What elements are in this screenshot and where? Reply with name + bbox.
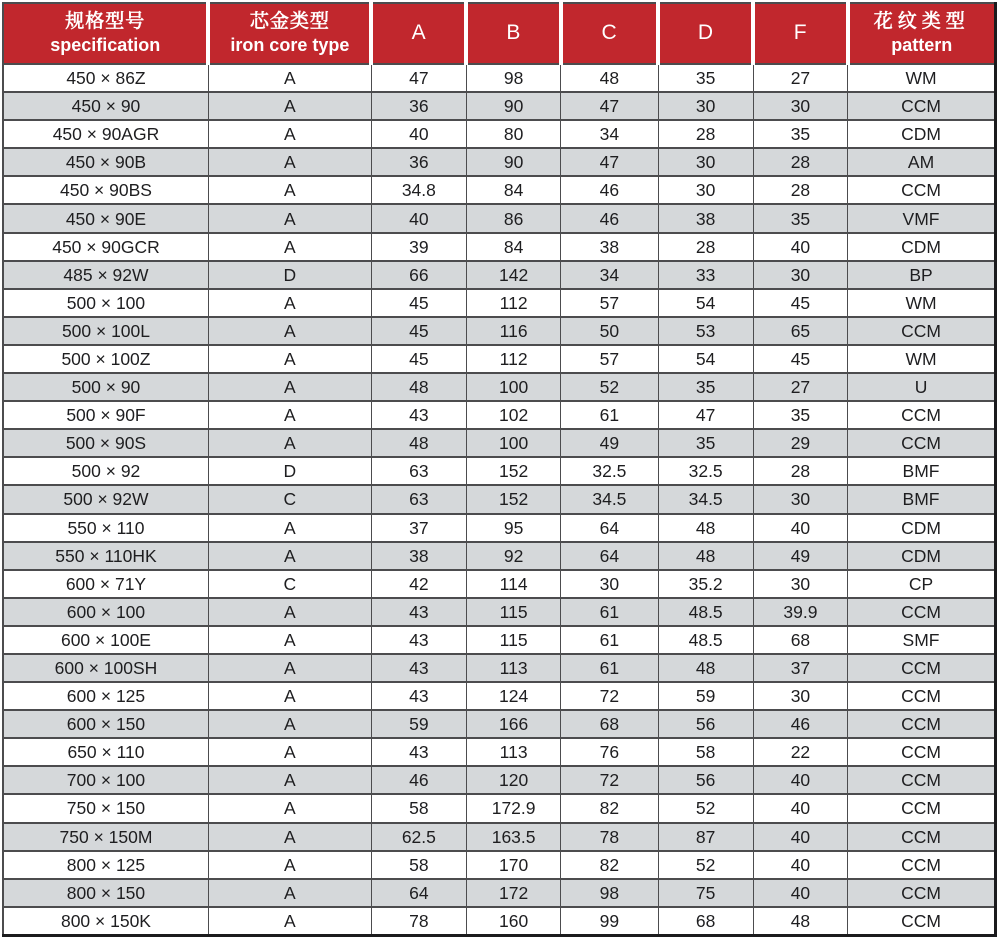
table-cell-f: 65 bbox=[753, 317, 847, 345]
table-cell-spec: 450 × 90E bbox=[3, 204, 208, 232]
table-cell-a: 43 bbox=[371, 738, 466, 766]
table-cell-f: 40 bbox=[753, 823, 847, 851]
table-cell-c: 49 bbox=[561, 429, 658, 457]
table-cell-d: 30 bbox=[658, 148, 753, 176]
table-cell-a: 34.8 bbox=[371, 176, 466, 204]
table-cell-f: 22 bbox=[753, 738, 847, 766]
table-cell-pattern: WM bbox=[848, 345, 996, 373]
table-cell-a: 43 bbox=[371, 401, 466, 429]
table-cell-spec: 800 × 150 bbox=[3, 879, 208, 907]
table-cell-b: 114 bbox=[466, 570, 560, 598]
table-cell-c: 61 bbox=[561, 401, 658, 429]
table-cell-c: 76 bbox=[561, 738, 658, 766]
table-cell-spec: 450 × 86Z bbox=[3, 64, 208, 92]
table-cell-d: 47 bbox=[658, 401, 753, 429]
table-cell-spec: 500 × 90F bbox=[3, 401, 208, 429]
table-cell-d: 48 bbox=[658, 542, 753, 570]
table-cell-core: A bbox=[208, 92, 371, 120]
table-cell-b: 84 bbox=[466, 233, 560, 261]
table-cell-spec: 600 × 100E bbox=[3, 626, 208, 654]
table-cell-pattern: CCM bbox=[848, 401, 996, 429]
table-cell-pattern: BMF bbox=[848, 485, 996, 513]
table-cell-core: A bbox=[208, 794, 371, 822]
table-row bbox=[3, 176, 996, 204]
table-row bbox=[3, 626, 996, 654]
table-cell-c: 82 bbox=[561, 851, 658, 879]
table-cell-b: 100 bbox=[466, 373, 560, 401]
table-cell-b: 124 bbox=[466, 682, 560, 710]
table-cell-d: 30 bbox=[658, 92, 753, 120]
table-cell-b: 115 bbox=[466, 598, 560, 626]
column-header-zh: 芯金类型 bbox=[249, 11, 330, 32]
table-cell-a: 45 bbox=[371, 345, 466, 373]
table-row bbox=[3, 879, 996, 907]
table-cell-a: 58 bbox=[371, 851, 466, 879]
column-header-c: C bbox=[561, 3, 658, 64]
table-cell-d: 56 bbox=[658, 766, 753, 794]
table-row bbox=[3, 823, 996, 851]
table-cell-f: 29 bbox=[753, 429, 847, 457]
table-cell-b: 90 bbox=[466, 148, 560, 176]
table-cell-core: A bbox=[208, 514, 371, 542]
table-cell-pattern: CCM bbox=[848, 654, 996, 682]
table-cell-d: 30 bbox=[658, 176, 753, 204]
table-cell-a: 39 bbox=[371, 233, 466, 261]
table-header bbox=[3, 3, 996, 64]
table-row bbox=[3, 710, 996, 738]
table-cell-core: A bbox=[208, 851, 371, 879]
table-cell-f: 30 bbox=[753, 261, 847, 289]
table-cell-b: 170 bbox=[466, 851, 560, 879]
table-row bbox=[3, 794, 996, 822]
table-cell-b: 84 bbox=[466, 176, 560, 204]
table-row bbox=[3, 570, 996, 598]
table-cell-core: A bbox=[208, 654, 371, 682]
table-cell-c: 64 bbox=[561, 542, 658, 570]
table-cell-core: A bbox=[208, 429, 371, 457]
specification-table bbox=[2, 2, 997, 937]
table-cell-core: A bbox=[208, 907, 371, 936]
table-cell-d: 52 bbox=[658, 794, 753, 822]
table-cell-core: A bbox=[208, 823, 371, 851]
table-cell-core: A bbox=[208, 204, 371, 232]
table-cell-c: 30 bbox=[561, 570, 658, 598]
column-header-core bbox=[208, 3, 371, 64]
table-cell-c: 34 bbox=[561, 120, 658, 148]
table-cell-b: 92 bbox=[466, 542, 560, 570]
table-cell-b: 112 bbox=[466, 289, 560, 317]
table-cell-c: 34 bbox=[561, 261, 658, 289]
table-cell-spec: 600 × 100SH bbox=[3, 654, 208, 682]
table-cell-c: 47 bbox=[561, 92, 658, 120]
table-row bbox=[3, 654, 996, 682]
column-header-zh: 花纹类型 bbox=[873, 11, 970, 32]
table-cell-f: 30 bbox=[753, 570, 847, 598]
table-cell-spec: 500 × 90S bbox=[3, 429, 208, 457]
table-cell-d: 48.5 bbox=[658, 598, 753, 626]
table-cell-b: 115 bbox=[466, 626, 560, 654]
table-row bbox=[3, 542, 996, 570]
table-cell-core: A bbox=[208, 766, 371, 794]
table-cell-d: 87 bbox=[658, 823, 753, 851]
table-cell-d: 34.5 bbox=[658, 485, 753, 513]
table-cell-pattern: CCM bbox=[848, 317, 996, 345]
table-cell-f: 27 bbox=[753, 373, 847, 401]
table-row bbox=[3, 120, 996, 148]
table-cell-spec: 500 × 100Z bbox=[3, 345, 208, 373]
table-row bbox=[3, 485, 996, 513]
table-row bbox=[3, 401, 996, 429]
table-cell-a: 38 bbox=[371, 542, 466, 570]
table-cell-spec: 450 × 90 bbox=[3, 92, 208, 120]
table-cell-core: A bbox=[208, 626, 371, 654]
table-cell-spec: 600 × 125 bbox=[3, 682, 208, 710]
table-cell-spec: 500 × 100L bbox=[3, 317, 208, 345]
table-row bbox=[3, 738, 996, 766]
table-cell-a: 58 bbox=[371, 794, 466, 822]
column-header-en: specification bbox=[50, 35, 161, 55]
table-cell-c: 46 bbox=[561, 176, 658, 204]
table-cell-b: 120 bbox=[466, 766, 560, 794]
table-cell-c: 46 bbox=[561, 204, 658, 232]
table-cell-spec: 500 × 100 bbox=[3, 289, 208, 317]
table-row bbox=[3, 457, 996, 485]
table-cell-c: 47 bbox=[561, 148, 658, 176]
table-cell-b: 160 bbox=[466, 907, 560, 936]
table-cell-pattern: CDM bbox=[848, 233, 996, 261]
table-cell-spec: 450 × 90BS bbox=[3, 176, 208, 204]
table-cell-spec: 750 × 150 bbox=[3, 794, 208, 822]
table-row bbox=[3, 64, 996, 92]
table-cell-core: A bbox=[208, 289, 371, 317]
table-cell-core: A bbox=[208, 176, 371, 204]
table-cell-f: 28 bbox=[753, 176, 847, 204]
table-cell-b: 152 bbox=[466, 485, 560, 513]
table-cell-pattern: CCM bbox=[848, 851, 996, 879]
table-cell-pattern: CCM bbox=[848, 710, 996, 738]
table-cell-f: 40 bbox=[753, 851, 847, 879]
table-cell-d: 35.2 bbox=[658, 570, 753, 598]
table-cell-f: 30 bbox=[753, 485, 847, 513]
table-row bbox=[3, 429, 996, 457]
table-cell-core: A bbox=[208, 373, 371, 401]
table-cell-pattern: CDM bbox=[848, 514, 996, 542]
table-cell-c: 48 bbox=[561, 64, 658, 92]
table-cell-spec: 500 × 92 bbox=[3, 457, 208, 485]
table-row bbox=[3, 907, 996, 936]
table-body bbox=[3, 64, 996, 935]
table-cell-pattern: CCM bbox=[848, 907, 996, 936]
table-row bbox=[3, 373, 996, 401]
table-cell-a: 78 bbox=[371, 907, 466, 936]
table-cell-pattern: CCM bbox=[848, 879, 996, 907]
table-row bbox=[3, 204, 996, 232]
table-cell-c: 98 bbox=[561, 879, 658, 907]
table-cell-d: 68 bbox=[658, 907, 753, 936]
table-cell-pattern: CP bbox=[848, 570, 996, 598]
table-row bbox=[3, 682, 996, 710]
table-cell-pattern: CCM bbox=[848, 738, 996, 766]
table-cell-d: 52 bbox=[658, 851, 753, 879]
table-row bbox=[3, 148, 996, 176]
column-header-en: iron core type bbox=[230, 35, 350, 55]
table-cell-f: 27 bbox=[753, 64, 847, 92]
table-cell-pattern: CDM bbox=[848, 120, 996, 148]
table-row bbox=[3, 766, 996, 794]
table-cell-pattern: CCM bbox=[848, 823, 996, 851]
table-cell-a: 40 bbox=[371, 120, 466, 148]
table-cell-b: 113 bbox=[466, 738, 560, 766]
table-cell-a: 46 bbox=[371, 766, 466, 794]
table-cell-f: 30 bbox=[753, 682, 847, 710]
table-cell-spec: 550 × 110 bbox=[3, 514, 208, 542]
table-cell-c: 61 bbox=[561, 626, 658, 654]
table-cell-f: 35 bbox=[753, 204, 847, 232]
table-cell-c: 32.5 bbox=[561, 457, 658, 485]
column-header-pattern bbox=[848, 3, 996, 64]
column-header-zh: 规格型号 bbox=[65, 11, 146, 32]
table-cell-spec: 485 × 92W bbox=[3, 261, 208, 289]
table-cell-b: 112 bbox=[466, 345, 560, 373]
table-cell-a: 48 bbox=[371, 429, 466, 457]
table-cell-a: 64 bbox=[371, 879, 466, 907]
table-cell-core: A bbox=[208, 598, 371, 626]
table-cell-f: 40 bbox=[753, 514, 847, 542]
table-cell-d: 28 bbox=[658, 233, 753, 261]
table-cell-spec: 450 × 90GCR bbox=[3, 233, 208, 261]
table-cell-f: 30 bbox=[753, 92, 847, 120]
table-cell-d: 33 bbox=[658, 261, 753, 289]
table-cell-pattern: WM bbox=[848, 64, 996, 92]
table-cell-a: 59 bbox=[371, 710, 466, 738]
table-cell-pattern: VMF bbox=[848, 204, 996, 232]
table-row bbox=[3, 514, 996, 542]
table-cell-b: 102 bbox=[466, 401, 560, 429]
table-cell-a: 62.5 bbox=[371, 823, 466, 851]
table-cell-pattern: CCM bbox=[848, 429, 996, 457]
table-cell-pattern: CCM bbox=[848, 682, 996, 710]
table-cell-a: 45 bbox=[371, 289, 466, 317]
table-cell-b: 142 bbox=[466, 261, 560, 289]
table-cell-pattern: WM bbox=[848, 289, 996, 317]
table-cell-c: 68 bbox=[561, 710, 658, 738]
table-cell-d: 48.5 bbox=[658, 626, 753, 654]
table-cell-core: A bbox=[208, 120, 371, 148]
table-cell-pattern: BP bbox=[848, 261, 996, 289]
table-cell-b: 163.5 bbox=[466, 823, 560, 851]
table-cell-f: 45 bbox=[753, 289, 847, 317]
table-cell-a: 36 bbox=[371, 92, 466, 120]
table-cell-a: 40 bbox=[371, 204, 466, 232]
table-cell-d: 32.5 bbox=[658, 457, 753, 485]
table-cell-pattern: U bbox=[848, 373, 996, 401]
column-header-a: A bbox=[371, 3, 466, 64]
table-cell-core: D bbox=[208, 457, 371, 485]
table-cell-pattern: CCM bbox=[848, 794, 996, 822]
table-cell-pattern: CCM bbox=[848, 766, 996, 794]
table-cell-d: 48 bbox=[658, 514, 753, 542]
table-cell-spec: 600 × 71Y bbox=[3, 570, 208, 598]
table-cell-d: 35 bbox=[658, 429, 753, 457]
table-cell-c: 72 bbox=[561, 766, 658, 794]
table-cell-f: 40 bbox=[753, 233, 847, 261]
table-cell-c: 34.5 bbox=[561, 485, 658, 513]
table-cell-pattern: CDM bbox=[848, 542, 996, 570]
table-cell-f: 35 bbox=[753, 401, 847, 429]
column-header-en: pattern bbox=[891, 35, 953, 55]
table-cell-f: 45 bbox=[753, 345, 847, 373]
table-cell-b: 100 bbox=[466, 429, 560, 457]
table-cell-f: 46 bbox=[753, 710, 847, 738]
table-cell-b: 98 bbox=[466, 64, 560, 92]
table-cell-c: 78 bbox=[561, 823, 658, 851]
table-cell-c: 50 bbox=[561, 317, 658, 345]
table-cell-c: 99 bbox=[561, 907, 658, 936]
table-cell-d: 54 bbox=[658, 289, 753, 317]
table-cell-f: 40 bbox=[753, 879, 847, 907]
table-cell-core: A bbox=[208, 710, 371, 738]
table-cell-pattern: SMF bbox=[848, 626, 996, 654]
table-cell-d: 48 bbox=[658, 654, 753, 682]
table-row bbox=[3, 317, 996, 345]
table-cell-a: 43 bbox=[371, 598, 466, 626]
table-cell-spec: 500 × 90 bbox=[3, 373, 208, 401]
table-cell-f: 28 bbox=[753, 148, 847, 176]
table-cell-core: A bbox=[208, 682, 371, 710]
table-cell-b: 113 bbox=[466, 654, 560, 682]
table-cell-core: A bbox=[208, 64, 371, 92]
table-cell-a: 47 bbox=[371, 64, 466, 92]
table-cell-a: 48 bbox=[371, 373, 466, 401]
table-cell-d: 54 bbox=[658, 345, 753, 373]
table-cell-a: 63 bbox=[371, 457, 466, 485]
table-cell-a: 37 bbox=[371, 514, 466, 542]
table-cell-a: 66 bbox=[371, 261, 466, 289]
table-cell-core: D bbox=[208, 261, 371, 289]
table-cell-spec: 450 × 90AGR bbox=[3, 120, 208, 148]
table-cell-spec: 700 × 100 bbox=[3, 766, 208, 794]
table-row bbox=[3, 233, 996, 261]
table-cell-f: 48 bbox=[753, 907, 847, 936]
table-cell-f: 49 bbox=[753, 542, 847, 570]
table-row bbox=[3, 289, 996, 317]
table-cell-core: A bbox=[208, 879, 371, 907]
table-row bbox=[3, 598, 996, 626]
table-cell-f: 35 bbox=[753, 120, 847, 148]
table-cell-pattern: AM bbox=[848, 148, 996, 176]
table-cell-spec: 600 × 100 bbox=[3, 598, 208, 626]
table-cell-b: 80 bbox=[466, 120, 560, 148]
table-cell-core: A bbox=[208, 345, 371, 373]
table-row bbox=[3, 261, 996, 289]
table-cell-d: 58 bbox=[658, 738, 753, 766]
table-cell-core: A bbox=[208, 317, 371, 345]
header-row bbox=[3, 3, 996, 64]
table-cell-pattern: CCM bbox=[848, 92, 996, 120]
table-cell-core: C bbox=[208, 570, 371, 598]
column-header-spec bbox=[3, 3, 208, 64]
table-cell-core: A bbox=[208, 233, 371, 261]
table-cell-d: 35 bbox=[658, 373, 753, 401]
table-cell-spec: 600 × 150 bbox=[3, 710, 208, 738]
table-cell-a: 42 bbox=[371, 570, 466, 598]
table-cell-b: 90 bbox=[466, 92, 560, 120]
table-cell-c: 64 bbox=[561, 514, 658, 542]
table-cell-d: 38 bbox=[658, 204, 753, 232]
table-cell-spec: 650 × 110 bbox=[3, 738, 208, 766]
table-cell-a: 43 bbox=[371, 654, 466, 682]
table-cell-spec: 500 × 92W bbox=[3, 485, 208, 513]
table-cell-d: 28 bbox=[658, 120, 753, 148]
table-cell-spec: 450 × 90B bbox=[3, 148, 208, 176]
table-cell-pattern: CCM bbox=[848, 176, 996, 204]
table-cell-c: 72 bbox=[561, 682, 658, 710]
table-cell-d: 53 bbox=[658, 317, 753, 345]
table-cell-f: 40 bbox=[753, 766, 847, 794]
table-cell-b: 116 bbox=[466, 317, 560, 345]
table-cell-d: 35 bbox=[658, 64, 753, 92]
table-cell-c: 57 bbox=[561, 345, 658, 373]
table-cell-a: 43 bbox=[371, 682, 466, 710]
table-cell-b: 166 bbox=[466, 710, 560, 738]
column-header-f: F bbox=[753, 3, 847, 64]
table-cell-core: A bbox=[208, 738, 371, 766]
table-cell-c: 38 bbox=[561, 233, 658, 261]
table-row bbox=[3, 345, 996, 373]
table-cell-c: 82 bbox=[561, 794, 658, 822]
table-cell-b: 172.9 bbox=[466, 794, 560, 822]
table-cell-d: 59 bbox=[658, 682, 753, 710]
table-cell-f: 39.9 bbox=[753, 598, 847, 626]
table-row bbox=[3, 851, 996, 879]
table-cell-b: 95 bbox=[466, 514, 560, 542]
table-cell-spec: 800 × 125 bbox=[3, 851, 208, 879]
table-cell-d: 75 bbox=[658, 879, 753, 907]
table-cell-c: 52 bbox=[561, 373, 658, 401]
table-cell-core: A bbox=[208, 148, 371, 176]
table-cell-a: 45 bbox=[371, 317, 466, 345]
table-cell-b: 152 bbox=[466, 457, 560, 485]
table-cell-f: 40 bbox=[753, 794, 847, 822]
column-header-b: B bbox=[466, 3, 560, 64]
table-cell-b: 172 bbox=[466, 879, 560, 907]
table-cell-d: 56 bbox=[658, 710, 753, 738]
column-header-d: D bbox=[658, 3, 753, 64]
table-cell-pattern: CCM bbox=[848, 598, 996, 626]
table-cell-core: C bbox=[208, 485, 371, 513]
table-cell-spec: 750 × 150M bbox=[3, 823, 208, 851]
table-cell-f: 28 bbox=[753, 457, 847, 485]
table-cell-core: A bbox=[208, 542, 371, 570]
table-cell-core: A bbox=[208, 401, 371, 429]
table-cell-a: 36 bbox=[371, 148, 466, 176]
table-cell-f: 68 bbox=[753, 626, 847, 654]
table-row bbox=[3, 92, 996, 120]
table-cell-c: 61 bbox=[561, 654, 658, 682]
table-cell-spec: 550 × 110HK bbox=[3, 542, 208, 570]
table-cell-b: 86 bbox=[466, 204, 560, 232]
table-cell-pattern: BMF bbox=[848, 457, 996, 485]
table-cell-c: 57 bbox=[561, 289, 658, 317]
table-cell-a: 43 bbox=[371, 626, 466, 654]
table-cell-a: 63 bbox=[371, 485, 466, 513]
table-cell-c: 61 bbox=[561, 598, 658, 626]
table-cell-f: 37 bbox=[753, 654, 847, 682]
table-cell-spec: 800 × 150K bbox=[3, 907, 208, 936]
